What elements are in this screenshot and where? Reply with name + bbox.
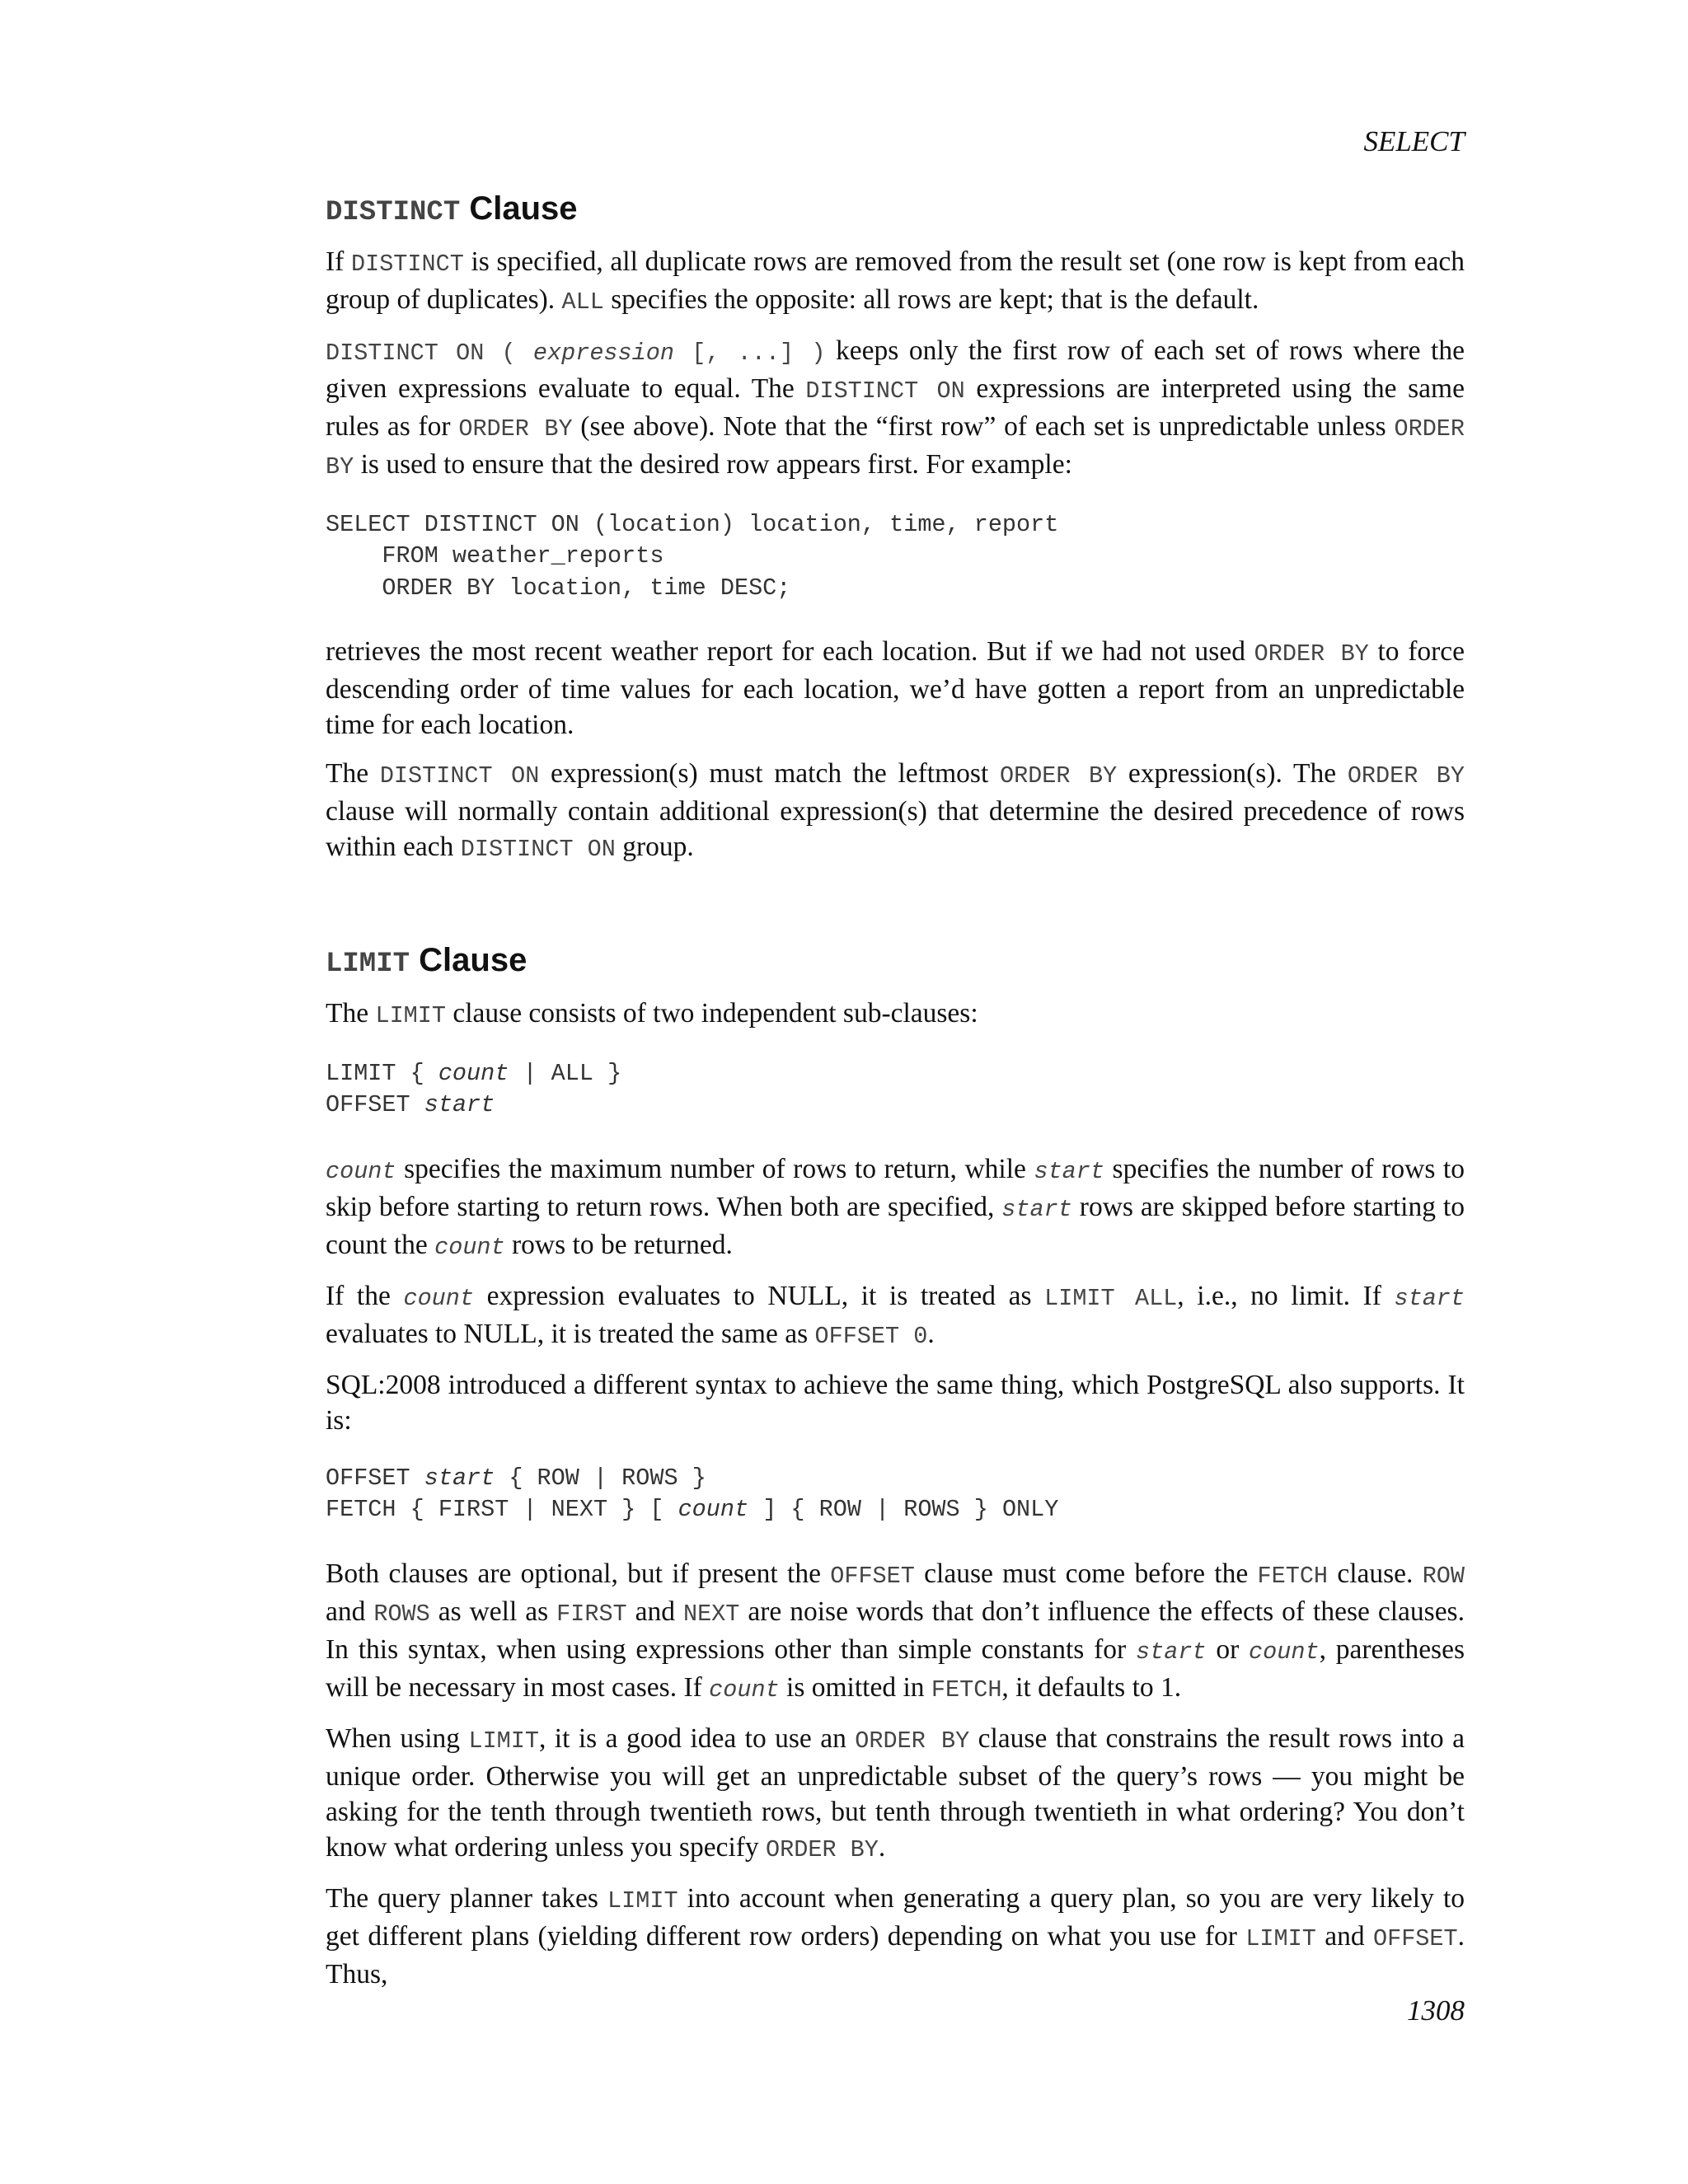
- paragraph-distinct-4: The DISTINCT ON expression(s) must match the leftmost ORDER BY expression(s). The ORDER BY clause will normally contain additional expression(s) that determine the desired precedence of rows within each DISTINCT ON group.: [326, 758, 1465, 863]
- page-number: 1308: [1407, 1994, 1465, 2027]
- paragraph-limit-6: When using LIMIT, it is a good idea to use an ORDER BY clause that constrains the result rows into a unique order. Otherwise you will get an unpredictable subset of the query’s rows — you might be asking for the tenth through twentieth rows, but tenth through twentieth in what ordering? You don’t know what ordering unless you specify ORDER BY.: [326, 1722, 1465, 1863]
- paragraph-distinct-3: retrieves the most recent weather report for each location. But if we had not used ORDER BY to force descending order of time values for each location, we’d have gotten a report from an unpredictable time for each location.: [326, 636, 1465, 740]
- paragraph-limit-5: Both clauses are optional, but if present the OFFSET clause must come before the FETCH clause. ROW and ROWS as well as FIRST and NEXT are noise words that don’t influence the effects of these clauses. In this syntax, when using expressions other than simple constants for start or count, parentheses will be necessary in most cases. If count is omitted in FETCH, it defaults to 1.: [326, 1558, 1465, 1704]
- paragraph-distinct-2: DISTINCT ON ( expression [, ...] ) keeps only the first row of each set of rows where the given expressions evaluate to equal. The DISTINCT ON expressions are interpreted using the same rules as for ORDER BY (see above). Note that the “first row” of each set is unpredictable unless ORDER BY is used to ensure that the desired row appears first. For example:: [326, 335, 1465, 480]
- page-content: [326, 188, 1465, 2005]
- section-heading-limit: LIMIT Clause: [326, 942, 528, 980]
- paragraph-distinct-1: If DISTINCT is specified, all duplicate rows are removed from the result set (one row is kept from each group of duplicates). ALL specifies the opposite: all rows are kept; that is the default.: [326, 246, 1465, 316]
- paragraph-limit-7: The query planner takes LIMIT into account when generating a query plan, so you are very likely to get different plans (yielding different row orders) depending on what you use for LIMIT and OFFSET. Thus,: [326, 1882, 1465, 1990]
- section-spacer: [326, 880, 1465, 940]
- paragraph-limit-4: SQL:2008 introduced a different syntax to achieve the same thing, which PostgreSQL also supports. It is:: [326, 1369, 1465, 1436]
- paragraph-limit-2: count specifies the maximum number of rows to return, while start specifies the number of rows to skip before starting to return rows. When both are specified, start rows are skipped before starting to count the count rows to be returned.: [326, 1153, 1465, 1261]
- code-synopsis-limit: LIMIT { count | ALL } OFFSET start: [326, 1059, 622, 1118]
- paragraph-limit-1: The LIMIT clause consists of two independent sub-clauses:: [326, 997, 978, 1029]
- code-example-distinct-on: SELECT DISTINCT ON (location) location, time, report FROM weather_reports ORDER BY location, time DESC;: [326, 510, 1059, 602]
- code-synopsis-offset-fetch: OFFSET start { ROW | ROWS } FETCH { FIRST | NEXT } [ count ] { ROW | ROWS } ONLY: [326, 1464, 1059, 1523]
- paragraph-limit-3: If the count expression evaluates to NULL, it is treated as LIMIT ALL, i.e., no limit. If start evaluates to NULL, it is treated the same as OFFSET 0.: [326, 1280, 1465, 1350]
- running-header: SELECT: [1363, 125, 1465, 157]
- section-heading-distinct: DISTINCT Clause: [326, 190, 578, 228]
